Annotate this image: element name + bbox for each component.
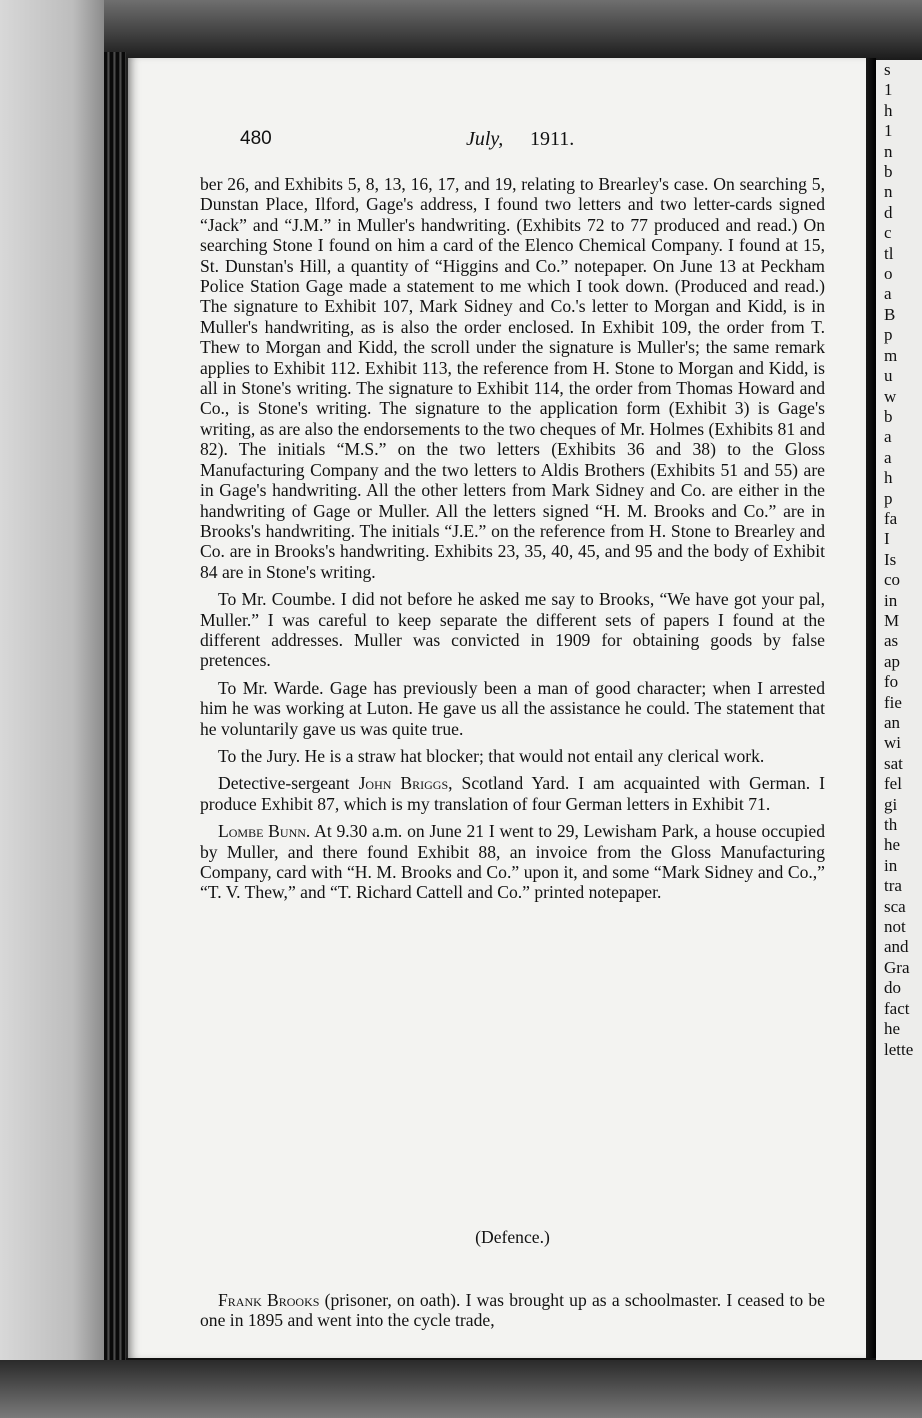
paragraph-to-mr-warde: To Mr. Warde. Gage has previously been a man of good character; when I arrested him he was working at Luton. He gave us all the assistance he could. The statement that he voluntarily gave us was quite true. xyxy=(200,677,825,739)
facing-page-fragment: th xyxy=(884,815,898,835)
witness-name-frank-brooks: Frank Brooks xyxy=(218,1290,320,1310)
facing-page-fragment: o xyxy=(884,264,893,284)
facing-page-fragment: 1 xyxy=(884,121,893,141)
running-head xyxy=(240,128,620,158)
book-page-edges xyxy=(104,52,126,1370)
page-number: 480 xyxy=(240,128,272,149)
witness-name-lombe-bunn: Lombe Bunn xyxy=(218,821,306,842)
witness-testimony: , Scotland Yard. I am acquainted with German. I produce Exhibit 87, which is my translation of four German letters in Exhibit 71. xyxy=(200,773,826,814)
scan-shadow-bottom xyxy=(0,1360,922,1418)
facing-page-fragment: n xyxy=(884,141,893,161)
facing-page-fragment: he xyxy=(884,835,901,855)
scan-background-left xyxy=(0,0,104,1418)
paragraph-evidence: ber 26, and Exhibits 5, 8, 13, 16, 17, and 19, relating to Brearley's case. On searching 5, Dunstan Place, Ilford, Gage's address, I found two letters and two letter-cards signed “Jack” and “J.M.” in Muller's handwriting. (Exhibits 72 to 77 produced and read.) On searching Stone I found on him a card of the Elenco Chemical Company. I found at 15, St. Dunstan's Hill, a quantity of “Higgins and Co.” notepaper. On June 13 at Peckham Police Station Gage made a statement to me which I took down. (Produced and read.) The signature to Exhibit 107, Mark Sidney and Co.'s letter to Morgan and Kidd, is in Muller's handwriting, as is also the order enclosed. In Exhibit 109, the order from T. Thew to Morgan and Kidd, the scroll under the signature is Muller's; the same remark applies to Exhibit 112. Exhibit 113, the reference from H. Stone to Morgan and Kidd, is all in Stone's writing. The signature to Exhibit 114, the order from Thomas Howard and Co., is Stone's writing. The signature to the application form (Exhibit 3) is Gage's writing, as are also the endorsements to the two cheques of Mr. Holmes (Exhibits 81 and 82). The initials “M.S.” on the two letters (Exhibits 36 and 38) to the Gloss Manufacturing Company and the two letters to Aldis Brothers (Exhibits 51 and 55) are in Gage's handwriting. All the other letters from Mark Sidney and Co. are either in the handwriting of Gage or Muller. All the letters signed “H. M. Brooks and Co.” are in Brooks's handwriting. The initials “J.E.” on the reference from H. Stone to Brearley and Co. are in Brooks's handwriting. Exhibits 23, 35, 40, 45, and 95 and the body of Exhibit 84 are in Stone's writing. xyxy=(200,174,825,582)
facing-page-fragment: tra xyxy=(884,876,902,896)
facing-page-fragment: sca xyxy=(884,896,906,916)
paragraph-frank-brooks xyxy=(200,1290,825,1331)
witness-prefix: Detective-sergeant xyxy=(218,773,359,794)
facing-page-fragment: n xyxy=(884,182,893,202)
facing-page-fragment: an xyxy=(884,713,901,732)
facing-page-fragment: do xyxy=(884,978,901,998)
facing-page-fragment: p xyxy=(884,488,893,508)
facing-page-fragment: fa xyxy=(884,508,898,528)
facing-page-fragment: sat xyxy=(884,753,903,773)
facing-page-fragment: h xyxy=(884,100,893,120)
paragraph-lombe-bunn xyxy=(200,821,825,903)
facing-page-fragment: w xyxy=(884,386,897,406)
facing-page-fragment: b xyxy=(884,406,893,426)
facing-page-fragment: p xyxy=(884,325,893,345)
body-text xyxy=(200,174,825,903)
facing-page-fragment: 1 xyxy=(884,80,893,100)
facing-page-fragment: s xyxy=(884,60,891,79)
facing-page-fragment: B xyxy=(884,304,896,324)
witness-testimony: . At 9.30 a.m. on June 21 I went to 29, Lewisham Park, a house occupied by Muller, and there found Exhibit 88, an invoice from the Gloss Manufacturing Company, card with “H. M. Brooks and Co.” upon it, and some “Mark Sidney and Co.,” “T. V. Thew,” and “T. Richard Cattell and Co.” printed notepaper. xyxy=(200,821,825,903)
facing-page-fragment: in xyxy=(884,590,898,610)
facing-page-fragment: and xyxy=(884,937,909,957)
facing-page-fragment: gi xyxy=(884,794,898,814)
facing-page-fragment: a xyxy=(884,447,892,467)
facing-page-fragment: u xyxy=(884,366,893,386)
witness-name-john-briggs: John Briggs xyxy=(358,773,449,794)
facing-page-fragment: a xyxy=(884,427,892,447)
facing-page-fragment: M xyxy=(884,610,900,630)
facing-page-fragment: he xyxy=(884,1019,901,1039)
facing-page-fragment: fo xyxy=(884,672,899,692)
facing-page-fragment: ap xyxy=(884,651,901,671)
paragraph-john-briggs xyxy=(200,773,825,814)
facing-page-fragment: wi xyxy=(884,733,901,753)
paragraph-to-the-jury: To the Jury. He is a straw hat blocker; that would not entail any clerical work. xyxy=(218,745,765,766)
facing-page-fragment: fel xyxy=(884,774,902,794)
running-head-year: 1911. xyxy=(530,128,575,150)
facing-page-fragment: I xyxy=(884,529,890,549)
facing-page-fragment: b xyxy=(884,162,893,182)
facing-page xyxy=(876,60,922,1360)
facing-page-fragment: tl xyxy=(884,243,894,263)
running-head-month: July, xyxy=(466,128,504,150)
facing-page-fragment: not xyxy=(884,917,906,937)
facing-page-fragment: as xyxy=(884,631,899,651)
facing-page-fragment: m xyxy=(884,345,898,365)
section-heading-defence: (Defence.) xyxy=(475,1227,550,1247)
facing-page-fragment: Gra xyxy=(884,957,910,977)
facing-page-fragment: h xyxy=(884,468,893,488)
facing-page-fragment: fact xyxy=(884,998,910,1018)
facing-page-fragment: lette xyxy=(884,1039,914,1059)
paragraph-to-mr-coumbe: To Mr. Coumbe. I did not before he asked me say to Brooks, “We have got your pal, Muller.” I was careful to keep separate the different sets of papers I found at the different addresses. Muller was convicted in 1909 for obtaining goods by false pretences. xyxy=(200,589,825,671)
defence-testimony: (prisoner, on oath). I was brought up as a schoolmaster. I ceased to be one in 1895 and went into the cycle trade, xyxy=(200,1290,825,1331)
facing-page-fragment: fie xyxy=(884,692,902,712)
facing-page-fragment: c xyxy=(884,223,892,243)
facing-page-fragment: Is xyxy=(884,549,897,569)
facing-page-fragment: co xyxy=(884,570,901,590)
facing-page-fragment: a xyxy=(884,284,892,304)
facing-page-fragment: d xyxy=(884,202,893,222)
defence-text xyxy=(200,1290,825,1331)
facing-page-text xyxy=(876,60,922,1060)
book-gutter xyxy=(866,58,876,1358)
facing-page-fragment: in xyxy=(884,855,898,875)
